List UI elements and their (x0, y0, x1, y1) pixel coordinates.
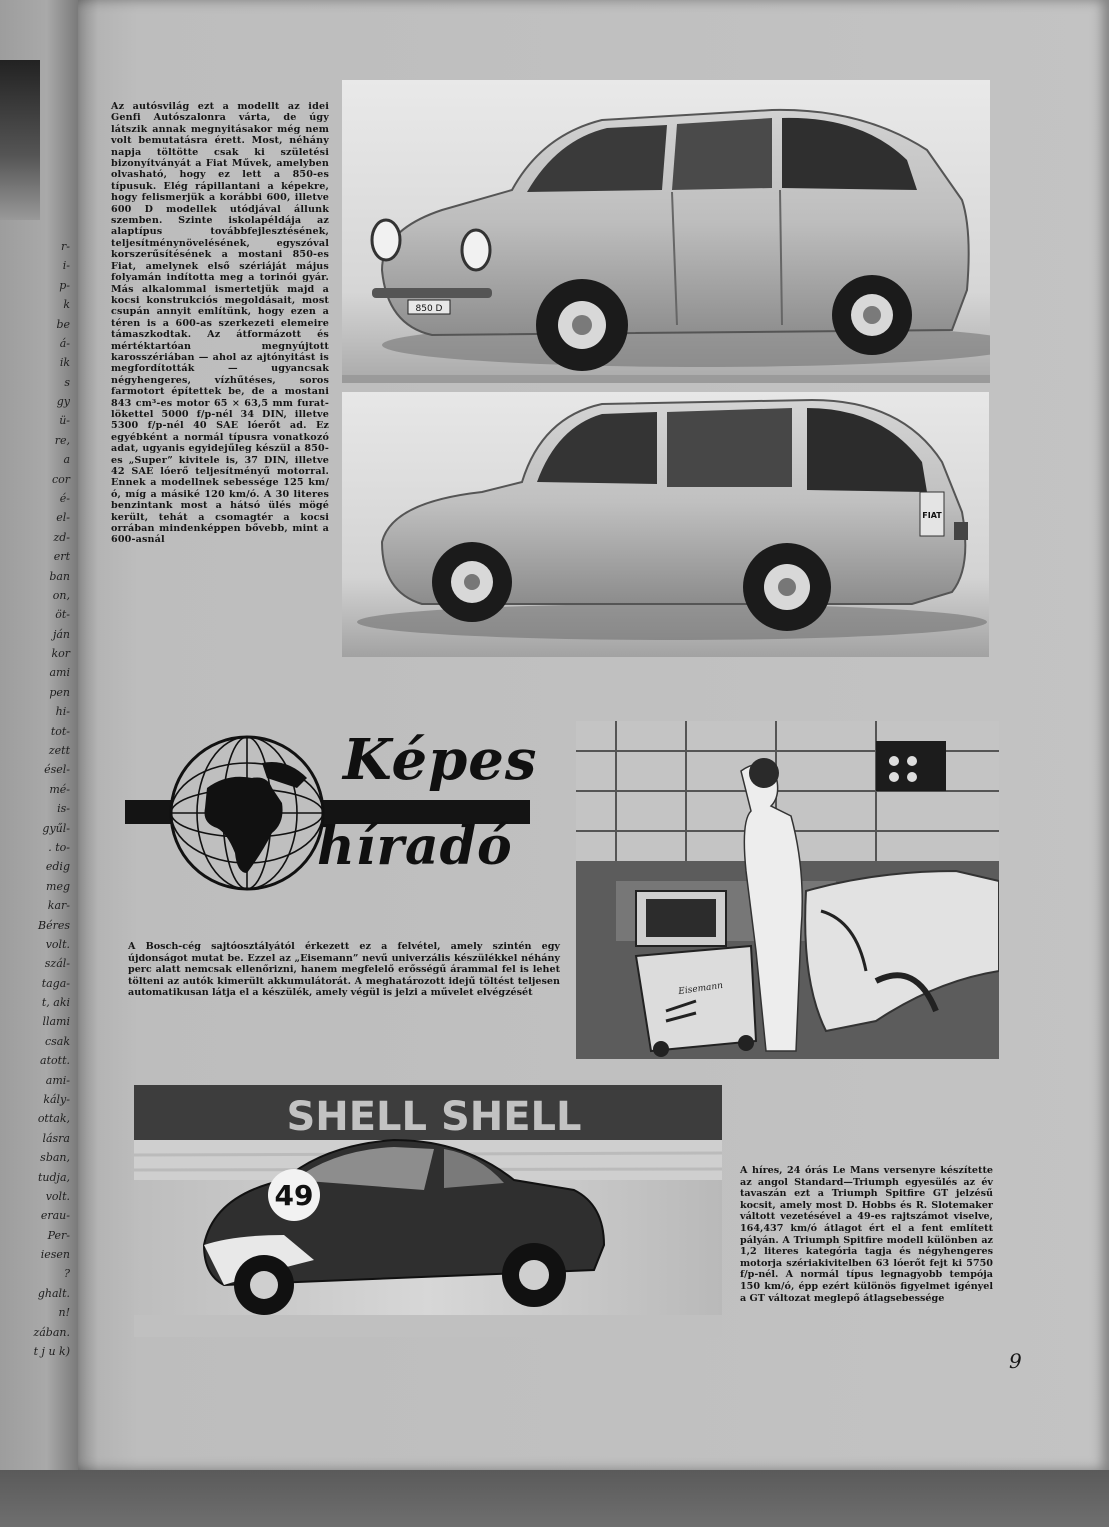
previous-page-fragment: erau- (40, 1209, 70, 1223)
previous-page-fragment: taga- (41, 976, 70, 990)
previous-page-fragment: ján (52, 627, 70, 641)
previous-page-fragment: zában. (33, 1325, 70, 1339)
previous-page-fragment: á- (59, 336, 70, 350)
previous-page-fragment: n! (58, 1306, 70, 1320)
page-number: 9 (1009, 1349, 1022, 1373)
previous-page-fragment: ami- (45, 1073, 70, 1087)
previous-page-fragment: i- (62, 259, 70, 273)
previous-page-fragment: ban (49, 569, 70, 583)
previous-page-fragment: zett (48, 744, 70, 758)
previous-page-fragment: p- (59, 278, 70, 292)
previous-page-fragment: lásra (42, 1131, 70, 1145)
previous-page-fragment: k (63, 298, 70, 312)
previous-page-fragment: kor (51, 647, 70, 661)
previous-page-fragment: pen (49, 685, 70, 699)
previous-page-fragment: gy (56, 395, 70, 409)
bosch-charger-photo (576, 721, 999, 1059)
previous-page-fragment: ü- (59, 414, 70, 428)
fiat-rear-badge-text: FIAT (922, 511, 942, 520)
previous-page-fragment: a (63, 453, 70, 467)
previous-page-photo-fragment (0, 60, 40, 220)
previous-page-fragment: volt. (45, 937, 70, 951)
previous-page-fragment: ert (53, 550, 70, 564)
previous-page-fragment: kály- (43, 1092, 70, 1106)
background-under-page (0, 1470, 1109, 1527)
triumph-caption (740, 1165, 993, 1304)
previous-page-fragment: on, (52, 588, 70, 602)
previous-page-fragment: Per- (47, 1228, 70, 1242)
bosch-caption-text: A Bosch-cég sajtóosztályától érkezett ez a felvétel, amely szintén egy újdonságot mutat be. Ezzel az „Eisemann” nevű univerzális készülékkel néhány perc alatt nemcsak ellenőrizni, hanem megfelelő erősségű árammal fel is lehet tölteni az autók kimerült akkumulátorát. A meghatározott idejű töltést teljesen automatikusan látja el a készülék, amely végül is jelzi a művelet elvégzését (128, 941, 560, 999)
previous-page-fragment: be (56, 317, 70, 331)
globe-icon (167, 733, 327, 893)
previous-page-fragment: é- (59, 492, 70, 506)
previous-page-fragment: el- (56, 511, 70, 525)
previous-page-fragment: ami (49, 666, 70, 680)
previous-page-fragment: is- (57, 802, 70, 816)
fiat-article-text: Az autósvilág ezt a modellt az idei Genfi Autószalonra várta, de úgy látszik annak megnyitásakor még nem volt bemutatásra érett. Most, néhány napja töltötte csak ki születési bizonyítványát a Fiat Művek, amelyben olvasható, hogy ez lett a 850-es típusuk. Elég rápillantani a képekre, hogy felismerjük a korábbi 600, illetve 600 D modellek utódjával állunk szemben. Szinte iskolapéldája az alaptípus továbbfejlesztésének, teljesítménynövelésének, egyszóval korszerűsítésének a mostani 850-es Fiat, amelynek első szériáját május folyamán indította meg a torinói gyár. Más alkalommal ismertetjük majd a kocsi konstrukciós megoldásait, most csupán annyit említünk, hogy ezen a téren is a 600-as szerkezeti elemeire támaszkodtak. Az átformázott és mértéktartóan megnyújtott karosszériában — ahol az ajtónyitást is megfordították — ugyancsak négyhengeres, vízhűtéses, soros farmotort építettek be, de a mostani 843 cm³-es motor 65 × 63,5 mm furat-lökettel 5000 f/p-nél 34 DIN, illetve 5300 f/p-nél 40 SAE lóerőt ad. Ez egyébként a normál típusra vonatkozó adat, ugyanis egyidejűleg készül a 850-es „Super” kivitele is, 37 DIN, illetve 42 SAE lóerő teljesítményű motorral. Ennek a modellnek sebessége 125 km/ó, míg a másiké 120 km/ó. A 30 literes benzintank most a hátsó ülés mögé került, tehát a csomagtér a kocsi orrában mindenképpen bővebb, mint a 600-asnál (111, 101, 329, 546)
fiat-850-rear-photo (342, 392, 989, 657)
previous-page-fragment: öt- (55, 608, 70, 622)
previous-page-fragment: r- (61, 240, 70, 253)
section-title-line2: híradó (317, 816, 513, 877)
fiat-front-plate-text: 850 D (415, 304, 443, 314)
previous-page-fragment: zd- (53, 530, 70, 544)
section-title-line1: Képes (343, 727, 538, 793)
previous-page-fragment: s (64, 375, 70, 389)
fiat-850-front-photo (342, 80, 990, 383)
previous-page-fragment: atott. (40, 1054, 70, 1068)
fiat-article-column (111, 101, 329, 661)
previous-page-edge (0, 0, 78, 1470)
previous-page-fragment: kar- (47, 899, 70, 913)
previous-page-fragment: ghalt. (37, 1286, 70, 1300)
previous-page-fragment: ? (64, 1267, 70, 1281)
previous-page-fragment: re, (54, 433, 70, 447)
previous-page-fragment: t j u k) (33, 1345, 70, 1358)
previous-page-fragment: szál- (44, 957, 70, 971)
previous-page-fragment: hi- (55, 705, 70, 719)
previous-page-fragment: volt. (45, 1189, 70, 1203)
previous-page-fragment: sban, (40, 1151, 70, 1165)
previous-page-fragment: tot- (50, 724, 70, 738)
triumph-banner-text: SHELL SHELL (286, 1094, 582, 1140)
previous-page-fragment: cor (51, 472, 70, 486)
previous-page-fragment: meg (46, 879, 70, 893)
previous-page-fragment: ottak, (37, 1112, 70, 1126)
previous-page-fragment: ik (59, 356, 70, 370)
previous-page-fragment: tudja, (37, 1170, 70, 1184)
bosch-device-label: Eisemann (677, 980, 724, 998)
previous-page-fragment: mé- (49, 782, 70, 796)
previous-page-fragment: Béres (37, 918, 70, 932)
triumph-spitfire-photo (134, 1085, 722, 1337)
previous-page-fragment: ésel- (44, 763, 70, 777)
triumph-caption-text: A híres, 24 órás Le Mans versenyre készítette az angol Standard—Triumph egyesülés az év tavaszán ezt a Triumph Spitfire GT jelzésű kocsit, amely most D. Hobbs és R. Slotemaker váltott vezetésével a 49-es rajtszámot viselve, 164,437 km/ó átlagot ért el a fent említett pályán. A Triumph Spitfire modell különben az 1,2 literes kategória tagja és négyhengeres motorja szériakivitelben 63 lóerőt fejt ki 5750 f/p-nél. A normál típus legnagyobb tempója 150 km/ó, épp ezért különös figyelmet igényel a GT változat meglepő átlagsebessége (740, 1165, 993, 1304)
previous-page-fragment: csak (44, 1034, 70, 1048)
previous-page-fragment: iesen (40, 1248, 70, 1262)
previous-page-fragment: t, aki (41, 996, 70, 1010)
previous-page-fragment: edig (45, 860, 70, 874)
previous-page-fragment: llami (42, 1015, 70, 1029)
triumph-race-number: 49 (274, 1179, 314, 1212)
previous-page-fragment: gyűl- (42, 821, 70, 835)
bosch-caption (128, 941, 560, 999)
previous-page-fragment: . to- (48, 840, 70, 854)
